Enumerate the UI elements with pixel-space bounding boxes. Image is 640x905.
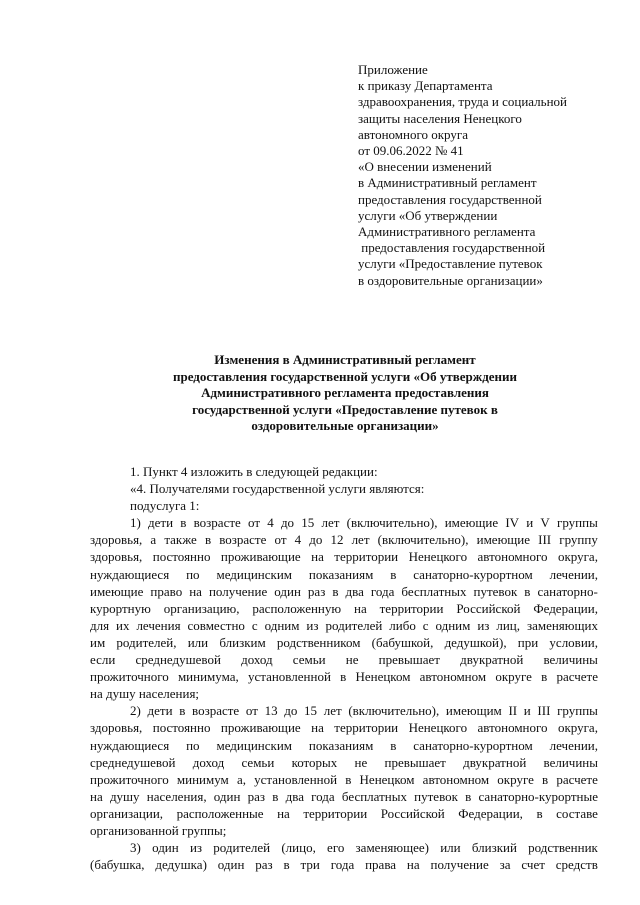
title-line: государственной услуги «Предоставление путевок в bbox=[192, 401, 498, 417]
word: одним bbox=[435, 617, 471, 633]
body-line-justified bbox=[90, 514, 598, 531]
word: путевок bbox=[414, 788, 458, 804]
word: превышает bbox=[384, 754, 446, 770]
appendix-line: «О внесении изменений bbox=[358, 159, 492, 175]
word: в bbox=[390, 737, 397, 753]
appendix-line: к приказу Департамента bbox=[358, 78, 493, 94]
word: путевок bbox=[473, 583, 518, 599]
word: расчете bbox=[556, 669, 598, 685]
word: по bbox=[186, 737, 200, 753]
body-line-justified bbox=[90, 771, 598, 788]
title-line: предоставления государственной услуги «Об утверждении bbox=[172, 368, 518, 384]
word: а, bbox=[236, 771, 246, 787]
word: лиц, bbox=[496, 617, 520, 633]
word: два bbox=[285, 788, 304, 804]
word: Федерации, bbox=[458, 805, 523, 821]
word: родственником bbox=[276, 634, 361, 650]
word: организацию, bbox=[163, 600, 240, 616]
word: территории bbox=[379, 600, 444, 616]
appendix-line: защиты населения Ненецкого bbox=[358, 110, 522, 126]
word: и bbox=[526, 515, 534, 531]
body-line: «4. Получателями государственной услуги являются: bbox=[130, 481, 425, 497]
word: в bbox=[542, 771, 549, 787]
word: превышает bbox=[378, 652, 440, 668]
word: два bbox=[345, 583, 364, 599]
body-line-justified bbox=[90, 805, 598, 822]
word: им bbox=[90, 634, 106, 650]
body-line-justified bbox=[90, 583, 598, 600]
word: дети bbox=[148, 515, 174, 531]
word: медицинским bbox=[216, 566, 293, 582]
word: из bbox=[189, 840, 203, 856]
word: имеющим bbox=[445, 703, 502, 719]
word: двукратной bbox=[463, 754, 527, 770]
body-line-justified bbox=[90, 737, 598, 754]
word: Федерации, bbox=[533, 600, 598, 616]
word: 12 bbox=[330, 532, 344, 548]
word: (бабушкой, bbox=[371, 634, 434, 650]
word: в bbox=[340, 669, 347, 685]
word: территории bbox=[334, 720, 399, 736]
word: родственник bbox=[528, 840, 598, 856]
body-line: на душу населения; bbox=[90, 686, 200, 702]
word: в bbox=[204, 532, 212, 548]
word: в bbox=[541, 669, 548, 685]
title-line: оздоровительные организации» bbox=[251, 418, 439, 433]
appendix-header bbox=[358, 62, 608, 289]
word: Российской bbox=[456, 600, 521, 616]
word: один bbox=[274, 583, 301, 599]
word: здоровья, bbox=[90, 532, 143, 548]
word: возрасте bbox=[192, 703, 240, 719]
word: лет bbox=[321, 515, 340, 531]
word: 15 bbox=[301, 515, 315, 531]
word: проживающие bbox=[220, 549, 301, 565]
word: группу bbox=[559, 532, 598, 548]
word: установленной bbox=[254, 771, 338, 787]
word: на bbox=[311, 549, 324, 565]
word: постоянно bbox=[152, 549, 211, 565]
word: прожиточного bbox=[90, 771, 169, 787]
word: на bbox=[90, 788, 103, 804]
word: прожиточного bbox=[90, 669, 169, 685]
word: Ненецком bbox=[355, 669, 411, 685]
word: при bbox=[517, 634, 539, 650]
body-line-justified bbox=[90, 754, 598, 771]
word: года bbox=[370, 583, 395, 599]
word: совместно bbox=[187, 617, 245, 633]
word: его bbox=[327, 840, 345, 856]
word: (включительно), bbox=[348, 703, 440, 719]
word: на bbox=[354, 600, 367, 616]
word: дедушка) bbox=[155, 857, 207, 873]
word: санаторно-курортные bbox=[478, 788, 598, 804]
word: из bbox=[477, 617, 490, 633]
word: в bbox=[536, 805, 543, 821]
appendix-line: в оздоровительные организации» bbox=[358, 272, 543, 288]
word: или bbox=[440, 840, 461, 856]
body-line-justified bbox=[90, 634, 598, 651]
appendix-line: Приложение bbox=[358, 62, 428, 77]
body-line-justified bbox=[90, 788, 598, 805]
word: в bbox=[524, 583, 531, 599]
word: 4 bbox=[294, 532, 302, 548]
word: на bbox=[277, 805, 290, 821]
body-line: подуслуга 1: bbox=[130, 498, 200, 514]
word: родителей, bbox=[116, 634, 177, 650]
word: а bbox=[150, 532, 157, 548]
document-body bbox=[90, 463, 598, 873]
word: санаторно-курортном bbox=[413, 566, 533, 582]
word: которых bbox=[291, 754, 338, 770]
word: из bbox=[306, 617, 319, 633]
word: 15 bbox=[304, 703, 318, 719]
word: III bbox=[537, 703, 551, 719]
word: дедушкой), bbox=[444, 634, 507, 650]
word: (включительно), bbox=[377, 532, 469, 548]
appendix-line: здравоохранения, труда и социальной bbox=[358, 94, 567, 110]
word: получение bbox=[208, 583, 268, 599]
word: и bbox=[523, 703, 531, 719]
word: территории bbox=[303, 805, 368, 821]
word: в bbox=[283, 857, 290, 873]
word: если bbox=[90, 652, 116, 668]
word: возрасте bbox=[193, 515, 241, 531]
word: среднедушевой bbox=[135, 652, 221, 668]
word: на bbox=[189, 583, 202, 599]
word: 4 bbox=[267, 515, 274, 531]
word: в bbox=[180, 515, 187, 531]
word: расчете bbox=[556, 771, 598, 787]
word: либо bbox=[389, 617, 416, 633]
word: в bbox=[345, 771, 352, 787]
word: населения, bbox=[146, 788, 207, 804]
word: получение bbox=[430, 857, 489, 873]
word: по bbox=[186, 566, 200, 582]
body-line-justified bbox=[90, 719, 598, 736]
word: от bbox=[248, 515, 261, 531]
word: за bbox=[499, 857, 511, 873]
word: величины bbox=[543, 652, 598, 668]
word: один bbox=[217, 857, 245, 873]
word: медицинским bbox=[216, 737, 293, 753]
word: показаниям bbox=[308, 566, 374, 582]
word: нуждающиеся bbox=[90, 737, 170, 753]
word: 3) bbox=[130, 840, 141, 856]
word: до bbox=[280, 515, 295, 531]
word: величины bbox=[543, 754, 598, 770]
word: лечения bbox=[136, 617, 181, 633]
word: на bbox=[406, 857, 420, 873]
word: среднедушевой bbox=[90, 754, 176, 770]
word: близким bbox=[219, 634, 266, 650]
word: в bbox=[332, 583, 339, 599]
word: также bbox=[164, 532, 197, 548]
word: (включительно), bbox=[346, 515, 438, 531]
word: составе bbox=[556, 805, 598, 821]
word: проживающие bbox=[220, 720, 301, 736]
word: курортную bbox=[90, 600, 151, 616]
title-line: Изменения в Административный регламент bbox=[214, 352, 476, 367]
body-line-justified bbox=[90, 531, 598, 548]
word: три bbox=[300, 857, 320, 873]
word: автономном bbox=[419, 669, 487, 685]
word: округе bbox=[497, 771, 534, 787]
word: раз bbox=[247, 788, 266, 804]
body-line-justified bbox=[90, 856, 598, 873]
word: группы bbox=[557, 703, 598, 719]
word: автономного bbox=[477, 549, 548, 565]
word: возрасте bbox=[219, 532, 267, 548]
word: установленной bbox=[247, 669, 331, 685]
word: округа, bbox=[557, 549, 598, 565]
word: право bbox=[150, 583, 183, 599]
word: Ненецкого bbox=[408, 549, 468, 565]
word: раз bbox=[255, 857, 273, 873]
body-line-justified bbox=[90, 668, 598, 685]
appendix-line: автономного округа bbox=[358, 126, 468, 142]
word: один bbox=[213, 788, 241, 804]
word: имеющие bbox=[476, 532, 531, 548]
word: в bbox=[390, 566, 397, 582]
word: Российской bbox=[380, 805, 445, 821]
word: заменяющих bbox=[526, 617, 598, 633]
word: условии, bbox=[549, 634, 598, 650]
appendix-line: предоставления государственной bbox=[358, 191, 542, 207]
word: счет bbox=[521, 857, 545, 873]
word: округа, bbox=[557, 720, 598, 736]
word: (бабушка, bbox=[90, 857, 145, 873]
word: лечении, bbox=[549, 737, 598, 753]
word: средств bbox=[555, 857, 598, 873]
body-line-justified bbox=[90, 566, 598, 583]
word: бесплатных bbox=[341, 788, 407, 804]
word: семьи bbox=[241, 754, 275, 770]
word: на bbox=[311, 720, 324, 736]
body-line-justified bbox=[90, 651, 598, 668]
word: права bbox=[365, 857, 397, 873]
word: нуждающиеся bbox=[90, 566, 170, 582]
body-line-justified bbox=[90, 617, 598, 634]
word: бесплатных bbox=[401, 583, 467, 599]
word: не bbox=[354, 754, 368, 770]
word: семьи bbox=[292, 652, 326, 668]
word: минимум bbox=[176, 771, 229, 787]
appendix-line: услуги «Предоставление путевок bbox=[358, 256, 543, 272]
word: группы bbox=[557, 515, 598, 531]
word: душу bbox=[109, 788, 140, 804]
word: показаниям bbox=[308, 737, 374, 753]
appendix-line: предоставления государственной bbox=[358, 240, 546, 256]
word: года bbox=[330, 857, 355, 873]
word: года bbox=[311, 788, 335, 804]
word: лет bbox=[351, 532, 370, 548]
word: родителей bbox=[213, 840, 271, 856]
word: имеющие bbox=[444, 515, 499, 531]
word: от bbox=[274, 532, 287, 548]
word: организации, bbox=[90, 805, 164, 821]
word: в bbox=[465, 788, 472, 804]
appendix-line: от 09.06.2022 № 41 bbox=[358, 143, 464, 159]
word: двукратной bbox=[460, 652, 524, 668]
word: расположенные bbox=[176, 805, 264, 821]
body-line-justified bbox=[90, 702, 598, 719]
word: или bbox=[187, 634, 209, 650]
word: II bbox=[508, 703, 518, 719]
appendix-line: в Административный регламент bbox=[358, 175, 537, 191]
word: округе bbox=[495, 669, 532, 685]
word: Ненецком bbox=[359, 771, 415, 787]
word: здоровья, bbox=[90, 720, 143, 736]
body-line-justified bbox=[90, 600, 598, 617]
body-line: 1. Пункт 4 изложить в следующей редакции: bbox=[130, 464, 378, 479]
word: санаторно- bbox=[537, 583, 598, 599]
word: близкий bbox=[471, 840, 517, 856]
word: автономного bbox=[477, 720, 548, 736]
word: лет bbox=[323, 703, 342, 719]
word: имеющие bbox=[90, 583, 144, 599]
word: (лицо, bbox=[281, 840, 316, 856]
word: 2) bbox=[130, 703, 141, 719]
word: для bbox=[90, 617, 110, 633]
word: лечении, bbox=[549, 566, 598, 582]
word: территории bbox=[334, 549, 399, 565]
word: их bbox=[116, 617, 130, 633]
word: от bbox=[245, 703, 258, 719]
document-title bbox=[80, 352, 610, 435]
body-line-justified bbox=[90, 839, 598, 856]
word: один bbox=[152, 840, 179, 856]
word: автономном bbox=[422, 771, 490, 787]
word: V bbox=[540, 515, 550, 531]
body-line-justified bbox=[90, 548, 598, 565]
word: с bbox=[422, 617, 429, 633]
word: 13 bbox=[264, 703, 278, 719]
word: минимума, bbox=[177, 669, 239, 685]
word: с bbox=[251, 617, 258, 633]
word: санаторно-курортном bbox=[413, 737, 533, 753]
word: расположенную bbox=[252, 600, 342, 616]
word: Ненецкого bbox=[408, 720, 468, 736]
word: доход bbox=[241, 652, 273, 668]
word: до bbox=[309, 532, 323, 548]
word: раз bbox=[307, 583, 326, 599]
word: в bbox=[272, 788, 279, 804]
word: доход bbox=[192, 754, 225, 770]
word: III bbox=[538, 532, 552, 548]
title-line: Административного регламента предоставления bbox=[201, 385, 489, 400]
word: дети bbox=[147, 703, 173, 719]
word: 1) bbox=[130, 515, 141, 531]
word: родителей bbox=[325, 617, 383, 633]
appendix-line: Административного регламента bbox=[358, 224, 536, 240]
body-line: организованной группы; bbox=[90, 822, 227, 838]
word: IV bbox=[505, 515, 520, 531]
word: здоровья, bbox=[90, 549, 143, 565]
word: в bbox=[179, 703, 186, 719]
word: постоянно bbox=[152, 720, 211, 736]
word: одним bbox=[264, 617, 300, 633]
word: не bbox=[345, 652, 359, 668]
appendix-line: услуги «Об утверждении bbox=[358, 207, 498, 223]
word: заменяющее) bbox=[355, 840, 429, 856]
word: до bbox=[284, 703, 298, 719]
